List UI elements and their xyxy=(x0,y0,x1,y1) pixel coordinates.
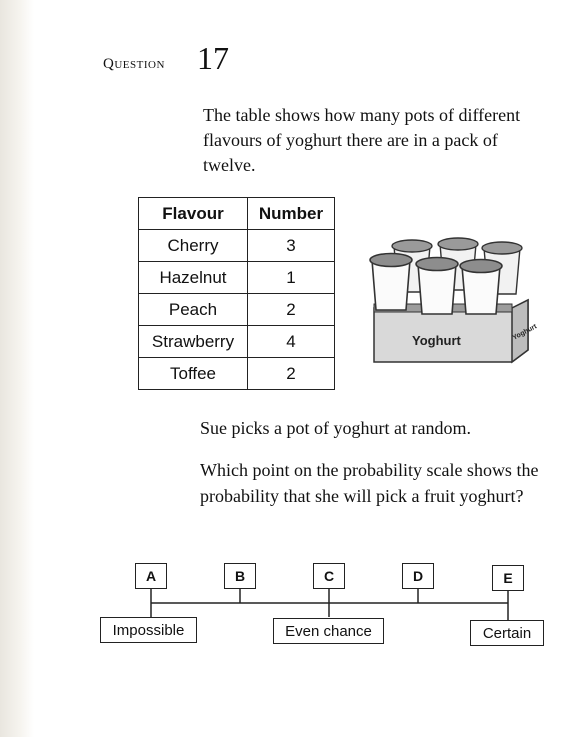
label-even-chance: Even chance xyxy=(273,618,384,644)
pack-label: Yoghurt xyxy=(412,333,461,348)
flavour-cell: Strawberry xyxy=(139,326,248,358)
flavour-cell: Peach xyxy=(139,294,248,326)
flavour-cell: Toffee xyxy=(139,358,248,390)
point-b: B xyxy=(224,563,256,589)
intro-text: The table shows how many pots of different flavours of yoghurt there are in a pack of twelve. xyxy=(203,105,521,175)
flavour-cell: Hazelnut xyxy=(139,262,248,294)
pack-side-label: Yoghurt xyxy=(511,323,539,342)
number-cell: 4 xyxy=(248,326,335,358)
number-cell: 2 xyxy=(248,358,335,390)
header-flavour: Flavour xyxy=(139,198,248,230)
flavour-table xyxy=(138,197,335,390)
yoghurt-pack-illustration xyxy=(362,232,539,372)
point-a: A xyxy=(135,563,167,589)
flavour-cell: Cherry xyxy=(139,230,248,262)
point-d: D xyxy=(402,563,434,589)
table-row xyxy=(139,294,335,326)
point-e: E xyxy=(492,565,524,591)
label-certain: Certain xyxy=(470,620,544,646)
table-row xyxy=(139,358,335,390)
number-cell: 1 xyxy=(248,262,335,294)
table-header-row xyxy=(139,198,335,230)
question-label: Question xyxy=(103,56,165,72)
header-number: Number xyxy=(248,198,335,230)
table-row xyxy=(139,230,335,262)
question-number: 17 xyxy=(197,40,229,76)
table-row xyxy=(139,326,335,358)
question-text-2: Which point on the probability scale shows the probability that she will pick a fruit yoghurt? xyxy=(200,460,539,506)
question-text-1: Sue picks a pot of yoghurt at random. xyxy=(200,418,471,438)
number-cell: 3 xyxy=(248,230,335,262)
table-row xyxy=(139,262,335,294)
point-c: C xyxy=(313,563,345,589)
label-impossible: Impossible xyxy=(100,617,197,643)
page-edge xyxy=(0,0,34,737)
number-cell: 2 xyxy=(248,294,335,326)
